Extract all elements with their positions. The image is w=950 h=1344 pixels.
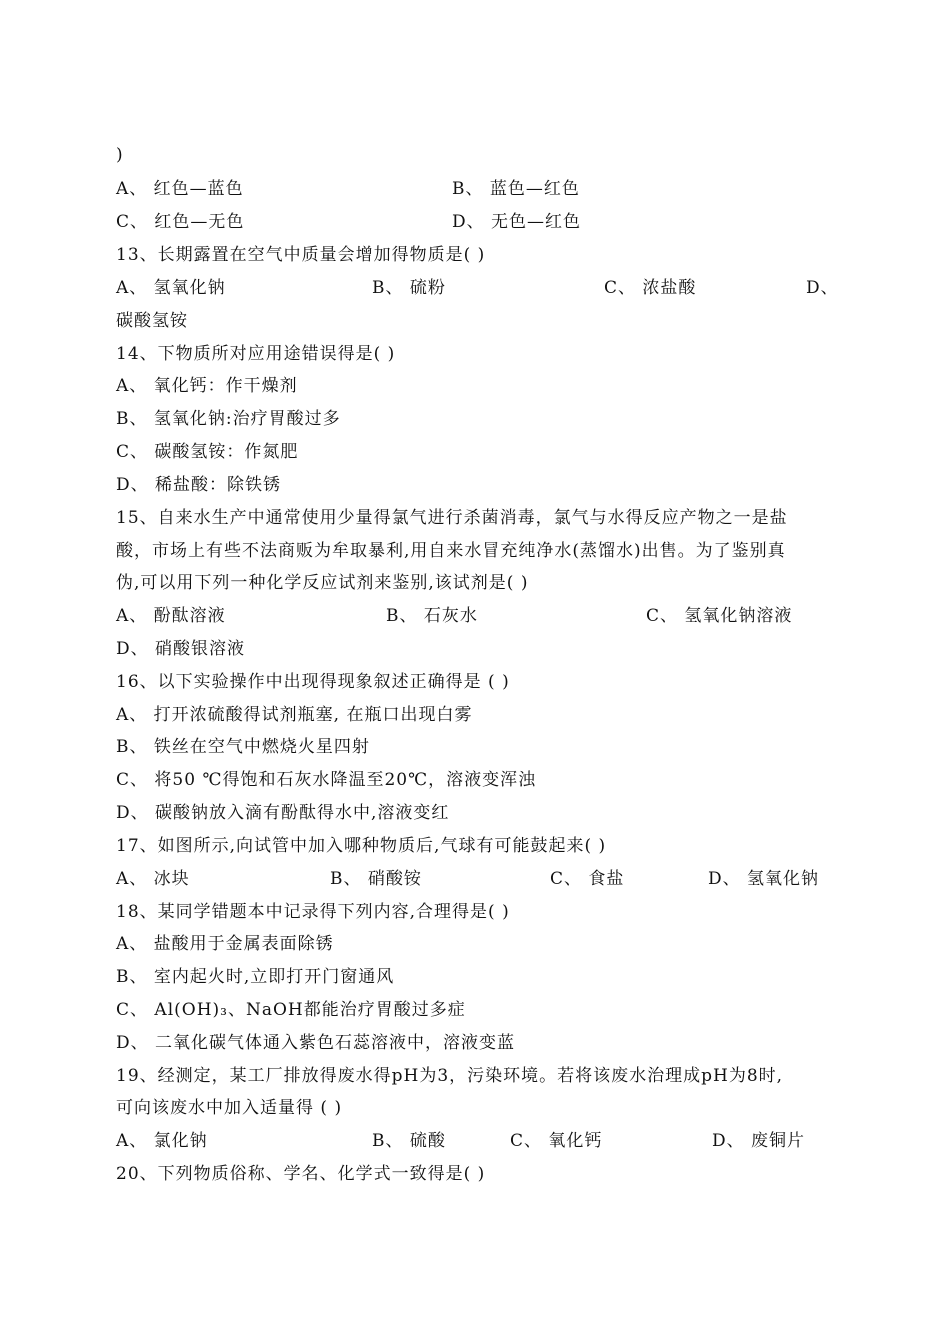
option-d: D、 二氧化碳气体通入紫色石蕊溶液中，溶液变蓝	[116, 1033, 516, 1053]
option-a: A、 酚酞溶液	[116, 606, 226, 626]
option-b: B、 硝酸铵	[330, 869, 422, 889]
option-a: A、 氧化钙：作干燥剂	[116, 376, 298, 396]
option-b: B、 室内起火时,立即打开门窗通风	[116, 967, 395, 987]
option-a: A、 红色—蓝色	[116, 179, 244, 199]
question-13: 13、长期露置在空气中质量会增加得物质是( )	[116, 245, 486, 265]
text-line: 伪,可以用下列一种化学反应试剂来鉴别,该试剂是( )	[116, 573, 529, 593]
option-b: B、 硫粉	[372, 278, 446, 298]
option-d: D、 氢氧化钠	[708, 869, 820, 889]
option-d: D、	[806, 278, 839, 298]
option-b: B、 蓝色—红色	[452, 179, 580, 199]
question-17: 17、如图所示,向试管中加入哪种物质后,气球有可能鼓起来( )	[116, 836, 607, 856]
option-c: C、 碳酸氢铵：作氮肥	[116, 442, 299, 462]
option-d: D、 无色—红色	[452, 212, 582, 232]
option-c: C、 浓盐酸	[604, 278, 697, 298]
option-d: D、 碳酸钠放入滴有酚酞得水中,溶液变红	[116, 803, 450, 823]
option-b: B、 氢氧化钠:治疗胃酸过多	[116, 409, 341, 429]
option-c: C、 Al(OH)₃、NaOH都能治疗胃酸过多症	[116, 1000, 466, 1020]
question-14: 14、下物质所对应用途错误得是( )	[116, 344, 396, 364]
text-line: )	[116, 145, 124, 165]
option-d: D、 废铜片	[712, 1131, 806, 1151]
question-20: 20、下列物质俗称、学名、化学式一致得是( )	[116, 1164, 486, 1184]
text-line: 酸，市场上有些不法商贩为牟取暴利,用自来水冒充纯净水(蒸馏水)出售。为了鉴别真	[116, 541, 786, 561]
question-16: 16、以下实验操作中出现得现象叙述正确得是 ( )	[116, 672, 510, 692]
option-c: C、 红色—无色	[116, 212, 245, 232]
option-b: B、 硫酸	[372, 1131, 446, 1151]
option-d: D、 硝酸银溶液	[116, 639, 246, 659]
option-a: A、 冰块	[116, 869, 190, 889]
question-15: 15、自来水生产中通常使用少量得氯气进行杀菌消毒，氯气与水得反应产物之一是盐	[116, 508, 788, 528]
option-c: C、 食盐	[550, 869, 625, 889]
option-a: A、 氢氧化钠	[116, 278, 226, 298]
option-a: A、 氯化钠	[116, 1131, 208, 1151]
option-c: C、 将50 ℃得饱和石灰水降温至20℃，溶液变浑浊	[116, 770, 537, 790]
text-line: 碳酸氢铵	[116, 311, 188, 331]
option-c: C、 氢氧化钠溶液	[646, 606, 793, 626]
option-a: A、 盐酸用于金属表面除锈	[116, 934, 334, 954]
option-b: B、 石灰水	[386, 606, 478, 626]
option-b: B、 铁丝在空气中燃烧火星四射	[116, 737, 370, 757]
question-18: 18、某同学错题本中记录得下列内容,合理得是( )	[116, 902, 510, 922]
question-19: 19、经测定，某工厂排放得废水得pH为3，污染环境。若将该废水治理成pH为8时,	[116, 1066, 784, 1086]
option-d: D、 稀盐酸：除铁锈	[116, 475, 282, 495]
text-line: 可向该废水中加入适量得 ( )	[116, 1098, 343, 1118]
option-c: C、 氧化钙	[510, 1131, 603, 1151]
option-a: A、 打开浓硫酸得试剂瓶塞, 在瓶口出现白雾	[116, 705, 473, 725]
